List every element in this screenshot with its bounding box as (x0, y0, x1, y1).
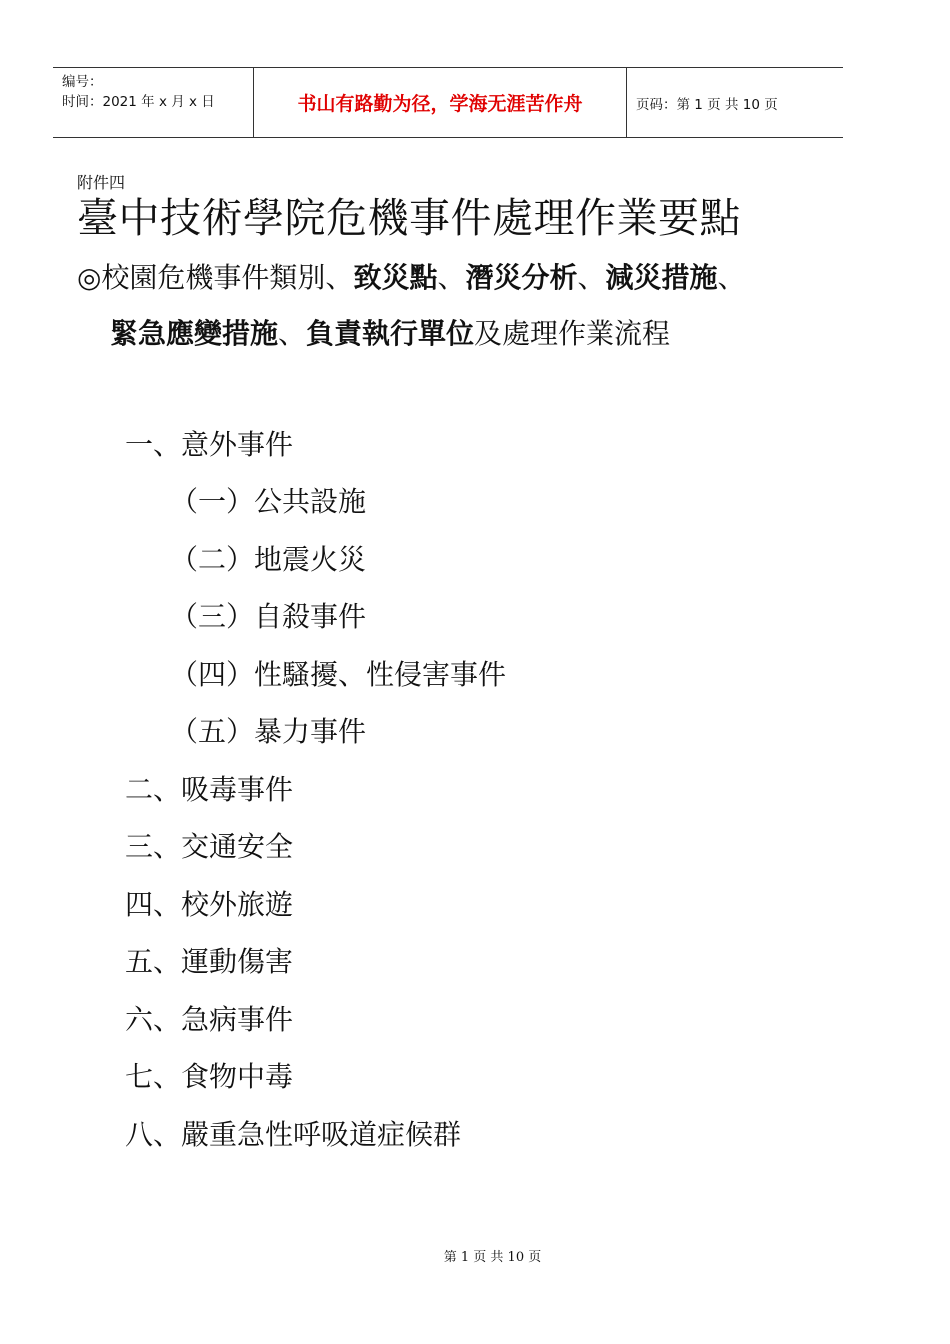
outline-item: 六、急病事件 (125, 1003, 294, 1036)
subtitle-line-2 (77, 306, 857, 362)
outline-subitem: （一）公共設施 (170, 485, 367, 518)
header-page-cell (627, 68, 843, 137)
date-label: 时间：2021 年 x 月 x 日 (62, 94, 215, 110)
header-motto-cell (254, 68, 627, 137)
subtitle-part: 、 (278, 317, 307, 350)
subtitle-bold: 致災點 (353, 261, 438, 294)
outline-subitem: （二）地震火災 (170, 543, 367, 576)
document-title: 臺中技術學院危機事件處理作業要點 (77, 194, 741, 242)
attachment-label: 附件四 (77, 173, 126, 192)
subtitle-part: ◎校園危機事件類別、 (77, 261, 354, 294)
subtitle-part: 、 (437, 261, 466, 294)
subtitle (77, 250, 857, 362)
number-label: 编号： (62, 74, 103, 90)
subtitle-part: 及處理作業流程 (474, 317, 671, 350)
page-footer: 第 1 页 共 10 页 (443, 1250, 542, 1265)
subtitle-bold: 潛災分析 (465, 261, 578, 294)
subtitle-bold: 負責執行單位 (306, 317, 475, 350)
outline-subitem: （三）自殺事件 (170, 600, 367, 633)
outline-item: 八、嚴重急性呼吸道症候群 (125, 1118, 462, 1151)
outline-item: 二、吸毒事件 (125, 773, 294, 806)
subtitle-part: 、 (717, 261, 746, 294)
outline-item: 七、食物中毒 (125, 1060, 294, 1093)
page-info: 页码：第 1 页 共 10 页 (636, 96, 778, 113)
header-meta-cell (53, 68, 254, 137)
header-table (53, 67, 843, 138)
outline-item: 五、運動傷害 (125, 945, 294, 978)
outline-item: 三、交通安全 (125, 830, 294, 863)
outline-subitem: （五）暴力事件 (170, 715, 367, 748)
outline-item: 四、校外旅遊 (125, 888, 294, 921)
outline-subitem: （四）性騷擾、性侵害事件 (170, 658, 507, 691)
subtitle-bold: 緊急應變措施 (110, 317, 279, 350)
subtitle-bold: 減災措施 (605, 261, 718, 294)
motto-text: 书山有路勤为径，学海无涯苦作舟 (297, 93, 583, 115)
subtitle-part: 、 (577, 261, 606, 294)
outline-item: 一、意外事件 (125, 428, 294, 461)
